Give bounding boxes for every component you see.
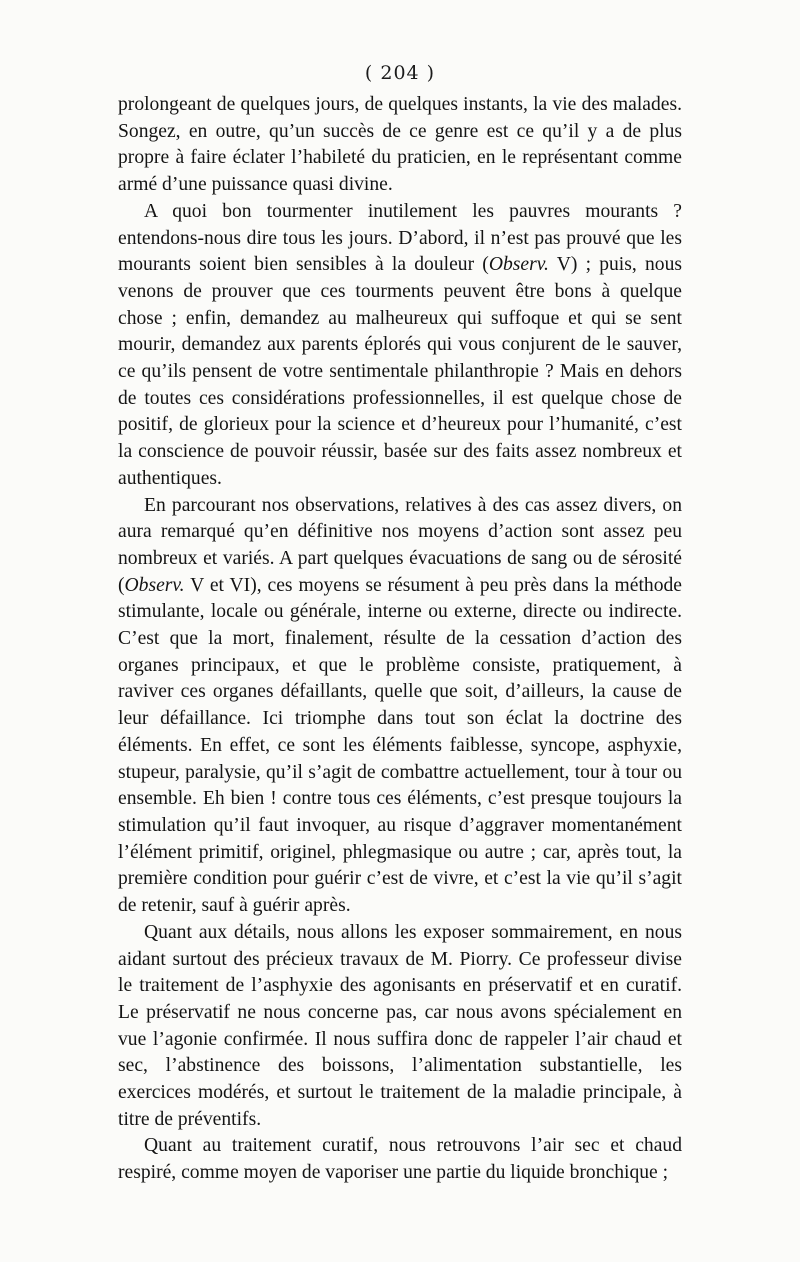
paragraph-3 [118,493,682,920]
observation-reference: Observ. [488,254,549,276]
paragraph-4 [118,920,682,1134]
page-number: ( 204 ) [364,62,436,84]
paragraph-text: En parcourant nos observations, relatives à des cas assez divers, on aura remarqué qu’en définitive nos moyens d’action sont assez peu nombreux et variés. A part quelques évacuations de sang ou de sérosité ( [118,494,682,596]
paragraph-1 [118,92,682,199]
paragraph-text: V) ; puis, nous venons de prouver que ces tourments peuvent être bons à quelque chose ; enfin, demandez au malheureux qui suffoque et qui se sent mourir, demandez aux parents éplorés qui vous conjurent de le sauver, ce qu’ils pensent de votre sentimentale philanthropie ? Mais en dehors de toutes ces considérations professionnelles, il est quelque chose de positif, de glorieux pour la science et d’heureux pour l’humanité, c’est la conscience de pouvoir réussir, basée sur des faits assez nombreux et authentiques. [118,254,682,489]
paragraph-text: Quant aux détails, nous allons les exposer sommairement, en nous aidant surtout des précieux travaux de M. Piorry. Ce professeur divise le traitement de l’asphyxie des agonisants en préservatif et en curatif. Le préservatif ne nous concerne pas, car nous avons spécialement en vue l’agonie confirmée. Il nous suffira donc de rappeler l’air chaud et sec, l’abstinence des boissons, l’alimentation substantielle, les exercices modérés, et surtout le traitement de la maladie principale, à titre de préventifs. [118,921,682,1130]
body-text [118,92,682,1187]
paragraph-text: V et VI), ces moyens se résument à peu près dans la méthode stimulante, locale ou générale, interne ou externe, directe ou indirecte. C’est que la mort, finalement, résulte de la cessation d’action des organes principaux, et que le problème consiste, pratiquement, à raviver ces organes défaillants, quelle que soit, d’ailleurs, la cause de leur défaillance. Ici triomphe dans tout son éclat la doctrine des éléments. En effet, ce sont les éléments faiblesse, syncope, asphyxie, stupeur, paralysie, qu’il s’agit de combattre actuellement, tour à tour ou ensemble. Eh bien ! contre tous ces éléments, c’est presque toujours la stimulation qu’il faut invoquer, au risque d’aggraver momentanément l’élément primitif, originel, phlegmasique ou autre ; car, après tout, la première condition pour guérir c’est de vivre, et c’est la vie qu’il s’agit de retenir, sauf à guérir après. [118,574,682,917]
paragraph-text: A quoi bon tourmenter inutilement les pauvres mourants ? entendons-nous dire tous les jours. D’abord, il n’est pas prouvé que les mourants soient bien sensibles à la douleur ( [118,200,682,276]
paragraph-5 [118,1133,682,1186]
paragraph-text: prolongeant de quelques jours, de quelques instants, la vie des malades. Songez, en outre, qu’un succès de ce genre est ce qu’il y a de plus propre à faire éclater l’habileté du praticien, en le représentant comme armé d’une puissance quasi divine. [118,94,682,196]
paragraph-text: Quant au traitement curatif, nous retrouvons l’air sec et chaud respiré, comme moyen de vaporiser une partie du liquide bronchique ; [118,1135,682,1184]
paragraph-2 [118,199,682,493]
observation-reference: Observ. [124,574,185,596]
